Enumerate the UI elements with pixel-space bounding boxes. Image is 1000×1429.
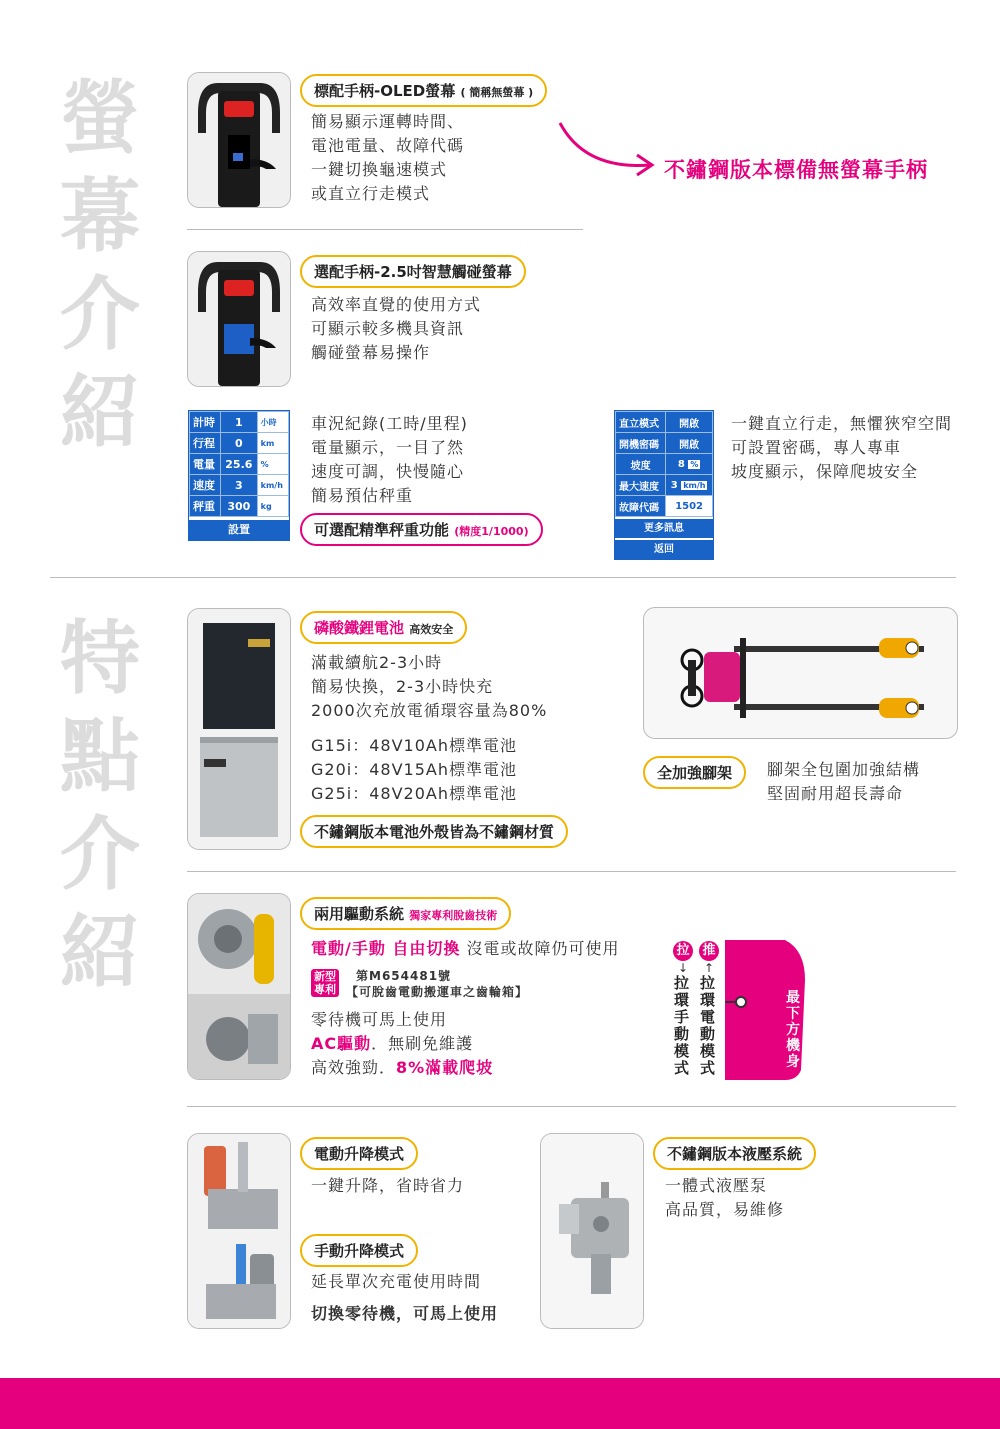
panel-row [616,475,713,496]
hydraulic-line-1: 一體式液壓泵 [665,1176,768,1195]
panel-label: 直立模式 [616,412,666,433]
lift-pump-icon [188,1134,290,1328]
hydraulic-pill: 不鏽鋼版本液壓系統 [653,1137,816,1170]
section-title-screen [50,70,150,462]
status-panel-left [188,410,290,541]
panel-label: 坡度 [616,454,666,475]
drive-switch-highlight: 電動/手動 自由切換 [311,939,461,958]
panel-value-text: 3 [670,479,678,491]
battery-pill [300,611,467,644]
record-line-3: 速度可調，快慢隨心 [311,462,465,481]
footer-bar [0,1378,1000,1429]
panel-label: 開機密碼 [616,433,666,454]
touch-line-3: 觸碰螢幕易操作 [311,343,431,362]
touch-handle-desc [311,293,481,365]
push-badge: 推 [699,941,719,961]
divider [187,229,583,230]
ac-drive-label: AC驅動 [311,1034,372,1053]
panel-unit: kg [257,496,288,517]
oled-line-3: 一鍵切換龜速模式 [311,160,448,179]
panel-value: 300 [221,496,258,517]
manual-mode-label: 拉環手動模式 [674,974,690,1077]
panel-value: 3 [221,475,258,496]
drive-ac-line [311,1032,493,1056]
record-desc [311,412,468,508]
handle-icon [188,73,290,207]
panel-value [666,475,713,496]
divider [187,1106,956,1107]
hydraulic-pump-icon [541,1134,643,1328]
oled-handle-pill-note: ( 簡稱無螢幕 ) [460,86,534,99]
drive-pill-main: 兩用驅動系統 [314,905,405,923]
lift-photo [187,1133,291,1329]
panel-label: 最大速度 [616,475,666,496]
panel-unit: km/h [683,480,706,490]
frame-line-2: 堅固耐用超長壽命 [767,784,904,803]
drive-pill-note: 獨家專利脫齒技術 [409,909,498,922]
stainless-handle-callout: 不鏽鋼版本標備無螢幕手柄 [664,158,928,182]
manual-lift-bold: 切換零待機，可馬上使用 [311,1304,499,1323]
touch-line-2: 可顯示較多機具資訊 [311,319,465,338]
electric-lift-line: 一鍵升降，省時省力 [311,1176,465,1195]
panel-row [190,475,289,496]
more-info-button[interactable]: 更多訊息 [615,519,713,538]
oled-handle-photo [187,72,291,208]
panel-row [616,454,713,475]
panel-label: 電量 [190,454,221,475]
status-panel-right [614,410,714,560]
pallet-truck-icon [644,608,957,738]
pull-badge: 拉 [673,941,693,961]
panel-row [616,412,713,433]
panel-row [190,454,289,475]
battery-icon [188,609,290,849]
panel-row [616,433,713,454]
panel-row [190,496,289,517]
electric-mode-label: 拉環電動模式 [700,974,716,1077]
panel-unit: % [690,459,699,469]
panel-value: 0 [221,433,258,454]
oled-handle-desc [311,110,464,206]
frame-desc [767,758,920,806]
drive-power-line [311,1056,493,1080]
battery-model-2: G20i：48V15Ah標準電池 [311,760,517,779]
panel-unit: % [257,454,288,475]
patent-badge [311,969,339,997]
battery-models [311,734,517,806]
manual-lift-line: 延長單次充電使用時間 [311,1272,482,1291]
patent-badge-line-2: 專利 [314,983,336,996]
weighing-pill-note: (精度1/1000) [454,525,529,538]
patent-badge-line-1: 新型 [314,970,336,983]
panel-unit: km [257,433,288,454]
power-head: 高效強勁． [311,1058,397,1077]
panel-value: 開啟 [666,433,713,454]
section-divider [50,577,956,578]
battery-line-1: 滿載續航2-3小時 [311,653,443,672]
record-line-1: 車況紀錄(工時/里程) [311,414,468,433]
patent-number: 第M654481號 [356,969,452,983]
panel-value-text: 8 [677,458,685,470]
stainless-battery-pill: 不鏽鋼版本電池外殼皆為不鏽鋼材質 [300,815,568,848]
screen-title-text: 螢幕介紹 [60,72,140,459]
touch-line-1: 高效率直覺的使用方式 [311,295,482,314]
settings-button[interactable]: 設置 [189,520,289,540]
panel-label: 速度 [190,475,221,496]
drive-pill [300,897,511,930]
panel-value: 1 [221,412,258,433]
drive-desc [311,1008,493,1080]
battery-line-3: 2000次充放電循環容量為80% [311,701,548,720]
drive-standby-line: 零待機可馬上使用 [311,1010,448,1029]
ac-drive-tail: ．無刷免維護 [371,1034,474,1053]
battery-pill-note: 高效安全 [409,623,454,636]
oled-line-1: 簡易顯示運轉時間、 [311,112,465,131]
panel-value [666,454,713,475]
record-line-2: 電量顯示，一目了然 [311,438,465,457]
panel-unit: 小時 [257,412,288,433]
battery-photo [187,608,291,850]
oled-line-2: 電池電量、故障代碼 [311,136,465,155]
battery-model-3: G25i：48V20Ah標準電池 [311,784,517,803]
hydraulic-photo [540,1133,644,1329]
frame-photo [643,607,958,739]
electric-lift-pill: 電動升降模式 [300,1137,418,1170]
body-label: 最下方機身 [786,990,800,1070]
battery-model-1: G15i：48V10Ah標準電池 [311,736,517,755]
panel-value: 開啟 [666,412,713,433]
panel-row [190,412,289,433]
callout-arrow-icon [555,115,665,185]
arrow-down-icon: ↓ [678,961,689,975]
battery-desc [311,651,547,723]
oled-line-4: 或直立行走模式 [311,184,431,203]
section-title-feature [50,610,150,1002]
gearbox-icon [188,894,290,1079]
touch-handle-pill: 選配手柄-2.5吋智慧觸碰螢幕 [300,255,526,288]
panel-label: 行程 [190,433,221,454]
drive-photo [187,893,291,1080]
weighing-pill-main: 可選配精準秤重功能 [314,521,450,539]
panel-label: 計時 [190,412,221,433]
patent-name: 【可脫齒電動搬運車之齒輪箱】 [346,985,529,999]
frame-line-1: 腳架全包圍加強結構 [767,760,921,779]
hydraulic-line-2: 高品質，易維修 [665,1200,785,1219]
record-line-4: 簡易預估秤重 [311,486,414,505]
panel-value: 1502 [666,496,713,517]
divider [187,871,956,872]
panel-unit: km/h [257,475,288,496]
arrow-up-icon: ↑ [704,961,715,975]
battery-line-2: 簡易快換，2-3小時快充 [311,677,494,696]
hydraulic-desc [665,1174,784,1222]
back-button[interactable]: 返回 [615,540,713,559]
patent-text [346,968,528,1000]
drive-switch-line [311,937,620,961]
upright-line-3: 坡度顯示，保障爬坡安全 [731,462,919,481]
upright-line-1: 一鍵直立行走，無懼狹窄空間 [731,414,953,433]
oled-handle-pill-main: 標配手柄-OLED螢幕 [314,82,456,100]
battery-pill-main: 磷酸鐵鋰電池 [314,619,405,637]
oled-handle-pill [300,74,547,107]
panel-row [190,433,289,454]
frame-pill: 全加強腳架 [643,756,746,789]
upright-line-2: 可設置密碼，專人專車 [731,438,902,457]
power-climb: 8%滿載爬坡 [396,1058,494,1077]
touch-handle-photo [187,251,291,387]
panel-label: 秤重 [190,496,221,517]
manual-lift-pill: 手動升降模式 [300,1234,418,1267]
feature-title-text: 特點介紹 [60,612,140,999]
panel-label: 故障代碼 [616,496,666,517]
upright-desc [731,412,952,484]
panel-row [616,496,713,517]
handle-touch-icon [188,252,290,386]
drive-switch-tail: 沒電或故障仍可使用 [466,939,620,958]
panel-value: 25.6 [221,454,258,475]
weighing-pill [300,513,543,546]
